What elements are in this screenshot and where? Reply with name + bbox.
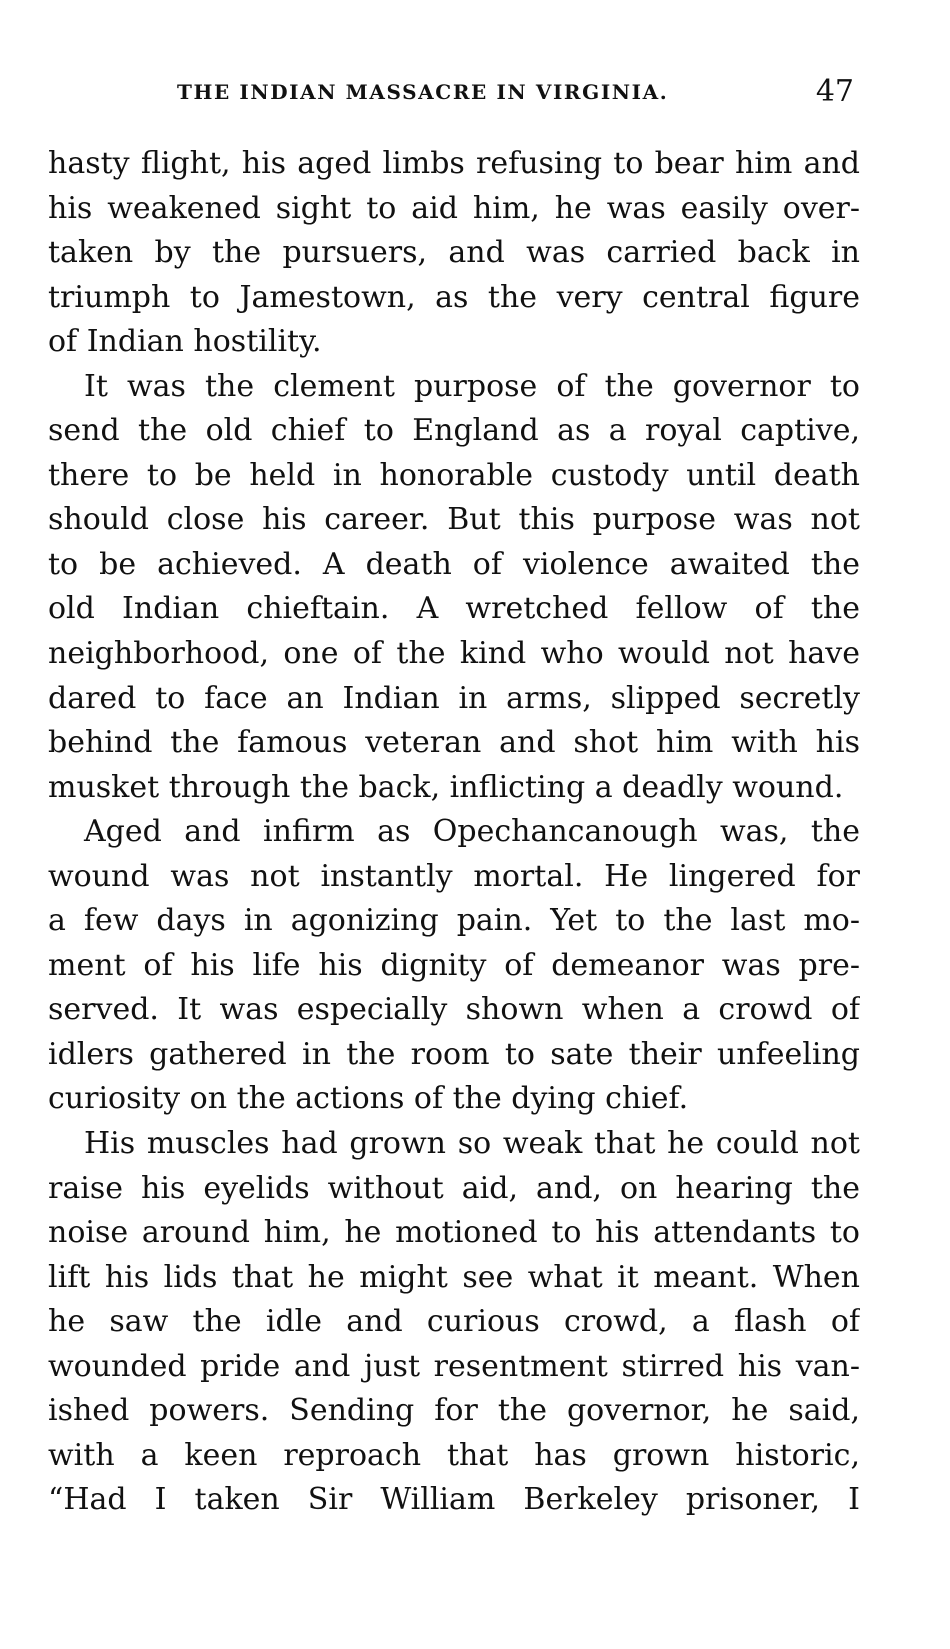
text-line: a few days in agonizing pain. Yet to the last mo- <box>48 903 860 939</box>
text-line: old Indian chieftain. A wretched fellow of the <box>48 591 860 627</box>
paragraph <box>48 1122 860 1523</box>
text-line: curiosity on the actions of the dying chief. <box>48 1081 689 1117</box>
running-head <box>48 74 860 114</box>
text-line: idlers gathered in the room to sate their unfeeling <box>48 1036 860 1072</box>
text-line: with a keen reproach that has grown historic, <box>48 1437 860 1473</box>
text-line: wound was not instantly mortal. He lingered for <box>48 858 860 894</box>
text-line: His muscles had grown so weak that he could not <box>84 1126 860 1162</box>
text-line: to be achieved. A death of violence awaited the <box>48 546 860 582</box>
text-line: dared to face an Indian in arms, slipped secretly <box>48 680 860 716</box>
text-line: “Had I taken Sir William Berkeley prisoner, I <box>48 1482 860 1518</box>
paragraph <box>48 810 860 1122</box>
text-line: musket through the back, inflicting a deadly wound. <box>48 769 844 805</box>
text-line: served. It was especially shown when a crowd of <box>48 992 860 1028</box>
paragraph <box>48 365 860 810</box>
text-line: should close his career. But this purpose was not <box>48 502 860 538</box>
text-line: lift his lids that he might see what it meant. When <box>48 1259 860 1295</box>
text-line: he saw the idle and curious crowd, a flash of <box>48 1304 860 1340</box>
text-line: of Indian hostility. <box>48 324 322 360</box>
text-line: ished powers. Sending for the governor, he said, <box>48 1393 860 1429</box>
page-number: 47 <box>815 74 854 109</box>
text-line: noise around him, he motioned to his attendants to <box>48 1215 860 1251</box>
text-line: ment of his life his dignity of demeanor was pre- <box>48 947 860 983</box>
body-text <box>48 142 860 1523</box>
text-line: Aged and infirm as Opechancanough was, the <box>84 814 860 850</box>
text-line: his weakened sight to aid him, he was easily over- <box>48 190 860 226</box>
text-line: taken by the pursuers, and was carried back in <box>48 235 860 271</box>
text-line: neighborhood, one of the kind who would not have <box>48 636 860 672</box>
text-line: raise his eyelids without aid, and, on hearing the <box>48 1170 860 1206</box>
text-line: It was the clement purpose of the governor to <box>84 368 860 404</box>
text-line: there to be held in honorable custody until death <box>48 457 860 493</box>
text-line: wounded pride and just resentment stirred his van- <box>48 1348 860 1384</box>
running-title: THE INDIAN MASSACRE IN VIRGINIA. <box>177 80 669 104</box>
paragraph <box>48 142 860 365</box>
text-line: hasty flight, his aged limbs refusing to bear him and <box>48 146 860 181</box>
text-line: send the old chief to England as a royal captive, <box>48 413 860 449</box>
text-line: behind the famous veteran and shot him with his <box>48 725 860 761</box>
text-line: triumph to Jamestown, as the very central figure <box>48 279 860 315</box>
